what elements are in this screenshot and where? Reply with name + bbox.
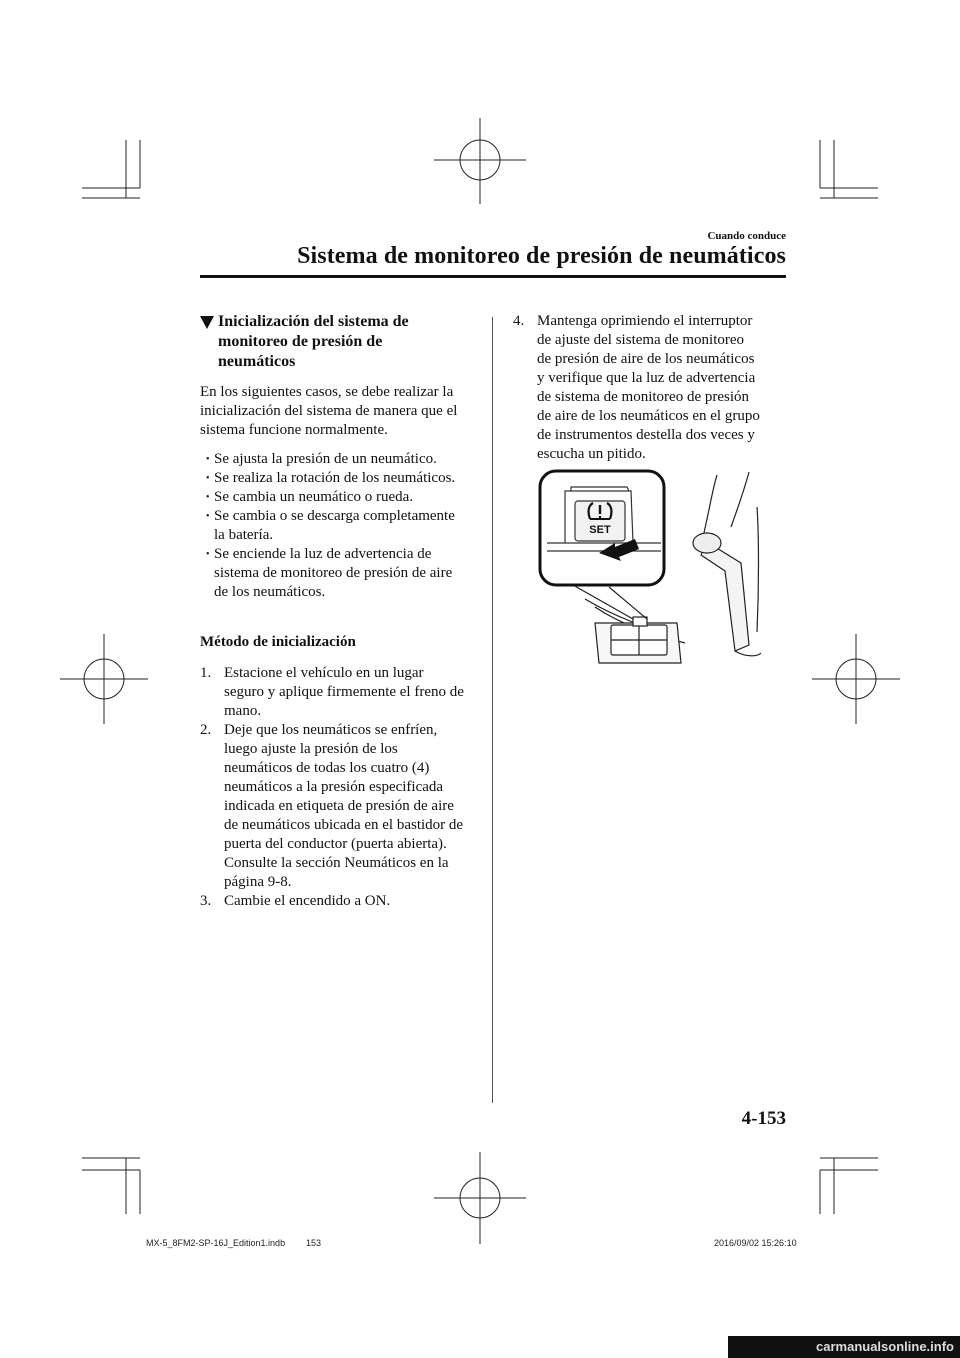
list-item: • Se cambia un neumático o rueda.: [206, 488, 480, 507]
heading-line: Inicialización del sistema de: [218, 313, 409, 330]
set-label: SET: [589, 524, 611, 536]
steps-list: [200, 664, 480, 911]
heading-line: monitoreo de presión de: [218, 333, 383, 350]
list-item: • Se ajusta la presión de un neumático.: [206, 450, 480, 469]
footer-page: 153: [306, 1238, 322, 1248]
steps-list: [513, 312, 783, 464]
watermark: carmanualsonline.info: [728, 1336, 960, 1358]
page-title: Sistema de monitoreo de presión de neumáticos: [297, 243, 786, 269]
left-column: [200, 312, 480, 911]
registration-target-left: [60, 634, 148, 724]
condition-list: [206, 450, 480, 602]
registration-target-top: [434, 118, 526, 204]
registration-target-bottom: [434, 1152, 526, 1244]
section-heading: [200, 312, 480, 372]
page-number: 4-153: [741, 1108, 786, 1129]
right-column: [513, 312, 783, 464]
heading-line: neumáticos: [218, 353, 296, 370]
footer-file: MX-5_8FM2-SP-16J_Edition1.indb: [146, 1238, 286, 1248]
intro-paragraph: En los siguientes casos, se debe realizar la inicialización del sistema de manera que el sistema funcione normalmente.: [200, 384, 458, 438]
list-item: • Se realiza la rotación de los neumáticos.: [206, 469, 480, 488]
section-name: Cuando conduce: [707, 230, 786, 242]
subheading: Método de inicialización: [200, 634, 356, 650]
step-item: 4. Mantenga oprimiendo el interruptor de ajuste del sistema de monitoreo de presión de aire de los neumáticos y verifique que la luz de advertencia de sistema de monitoreo de presión de aire de los neumáticos en el grupo de instrumentos destella dos veces y escucha un pitido.: [513, 313, 760, 462]
list-item: • Se cambia o se descarga completamente la batería.: [206, 507, 480, 545]
triangle-marker-icon: [200, 312, 215, 372]
tpms-switch-illustration: [535, 467, 761, 675]
step-item: 1. Estacione el vehículo en un lugar seguro y aplique firmemente el freno de mano.: [200, 665, 464, 719]
column-divider: [492, 317, 493, 1103]
step-item: 2. Deje que los neumáticos se enfríen, luego ajuste la presión de los neumáticos de todas los cuatro (4) neumáticos a la presión especificada indicada en etiqueta de presión de aire de neumáticos ubicada en el bastidor de puerta del conductor (puerta abierta). Consulte la sección Neumáticos en la página 9-8.: [200, 722, 464, 890]
callout-bubble: [540, 471, 664, 585]
step-item: 3. Cambie el encendido a ON.: [200, 893, 391, 909]
header-rule: [200, 275, 786, 278]
footer-datetime: 2016/09/02 15:26:10: [714, 1238, 797, 1248]
list-item: • Se enciende la luz de advertencia de sistema de monitoreo de presión de aire de los neumáticos.: [206, 545, 480, 602]
registration-target-right: [812, 634, 900, 724]
